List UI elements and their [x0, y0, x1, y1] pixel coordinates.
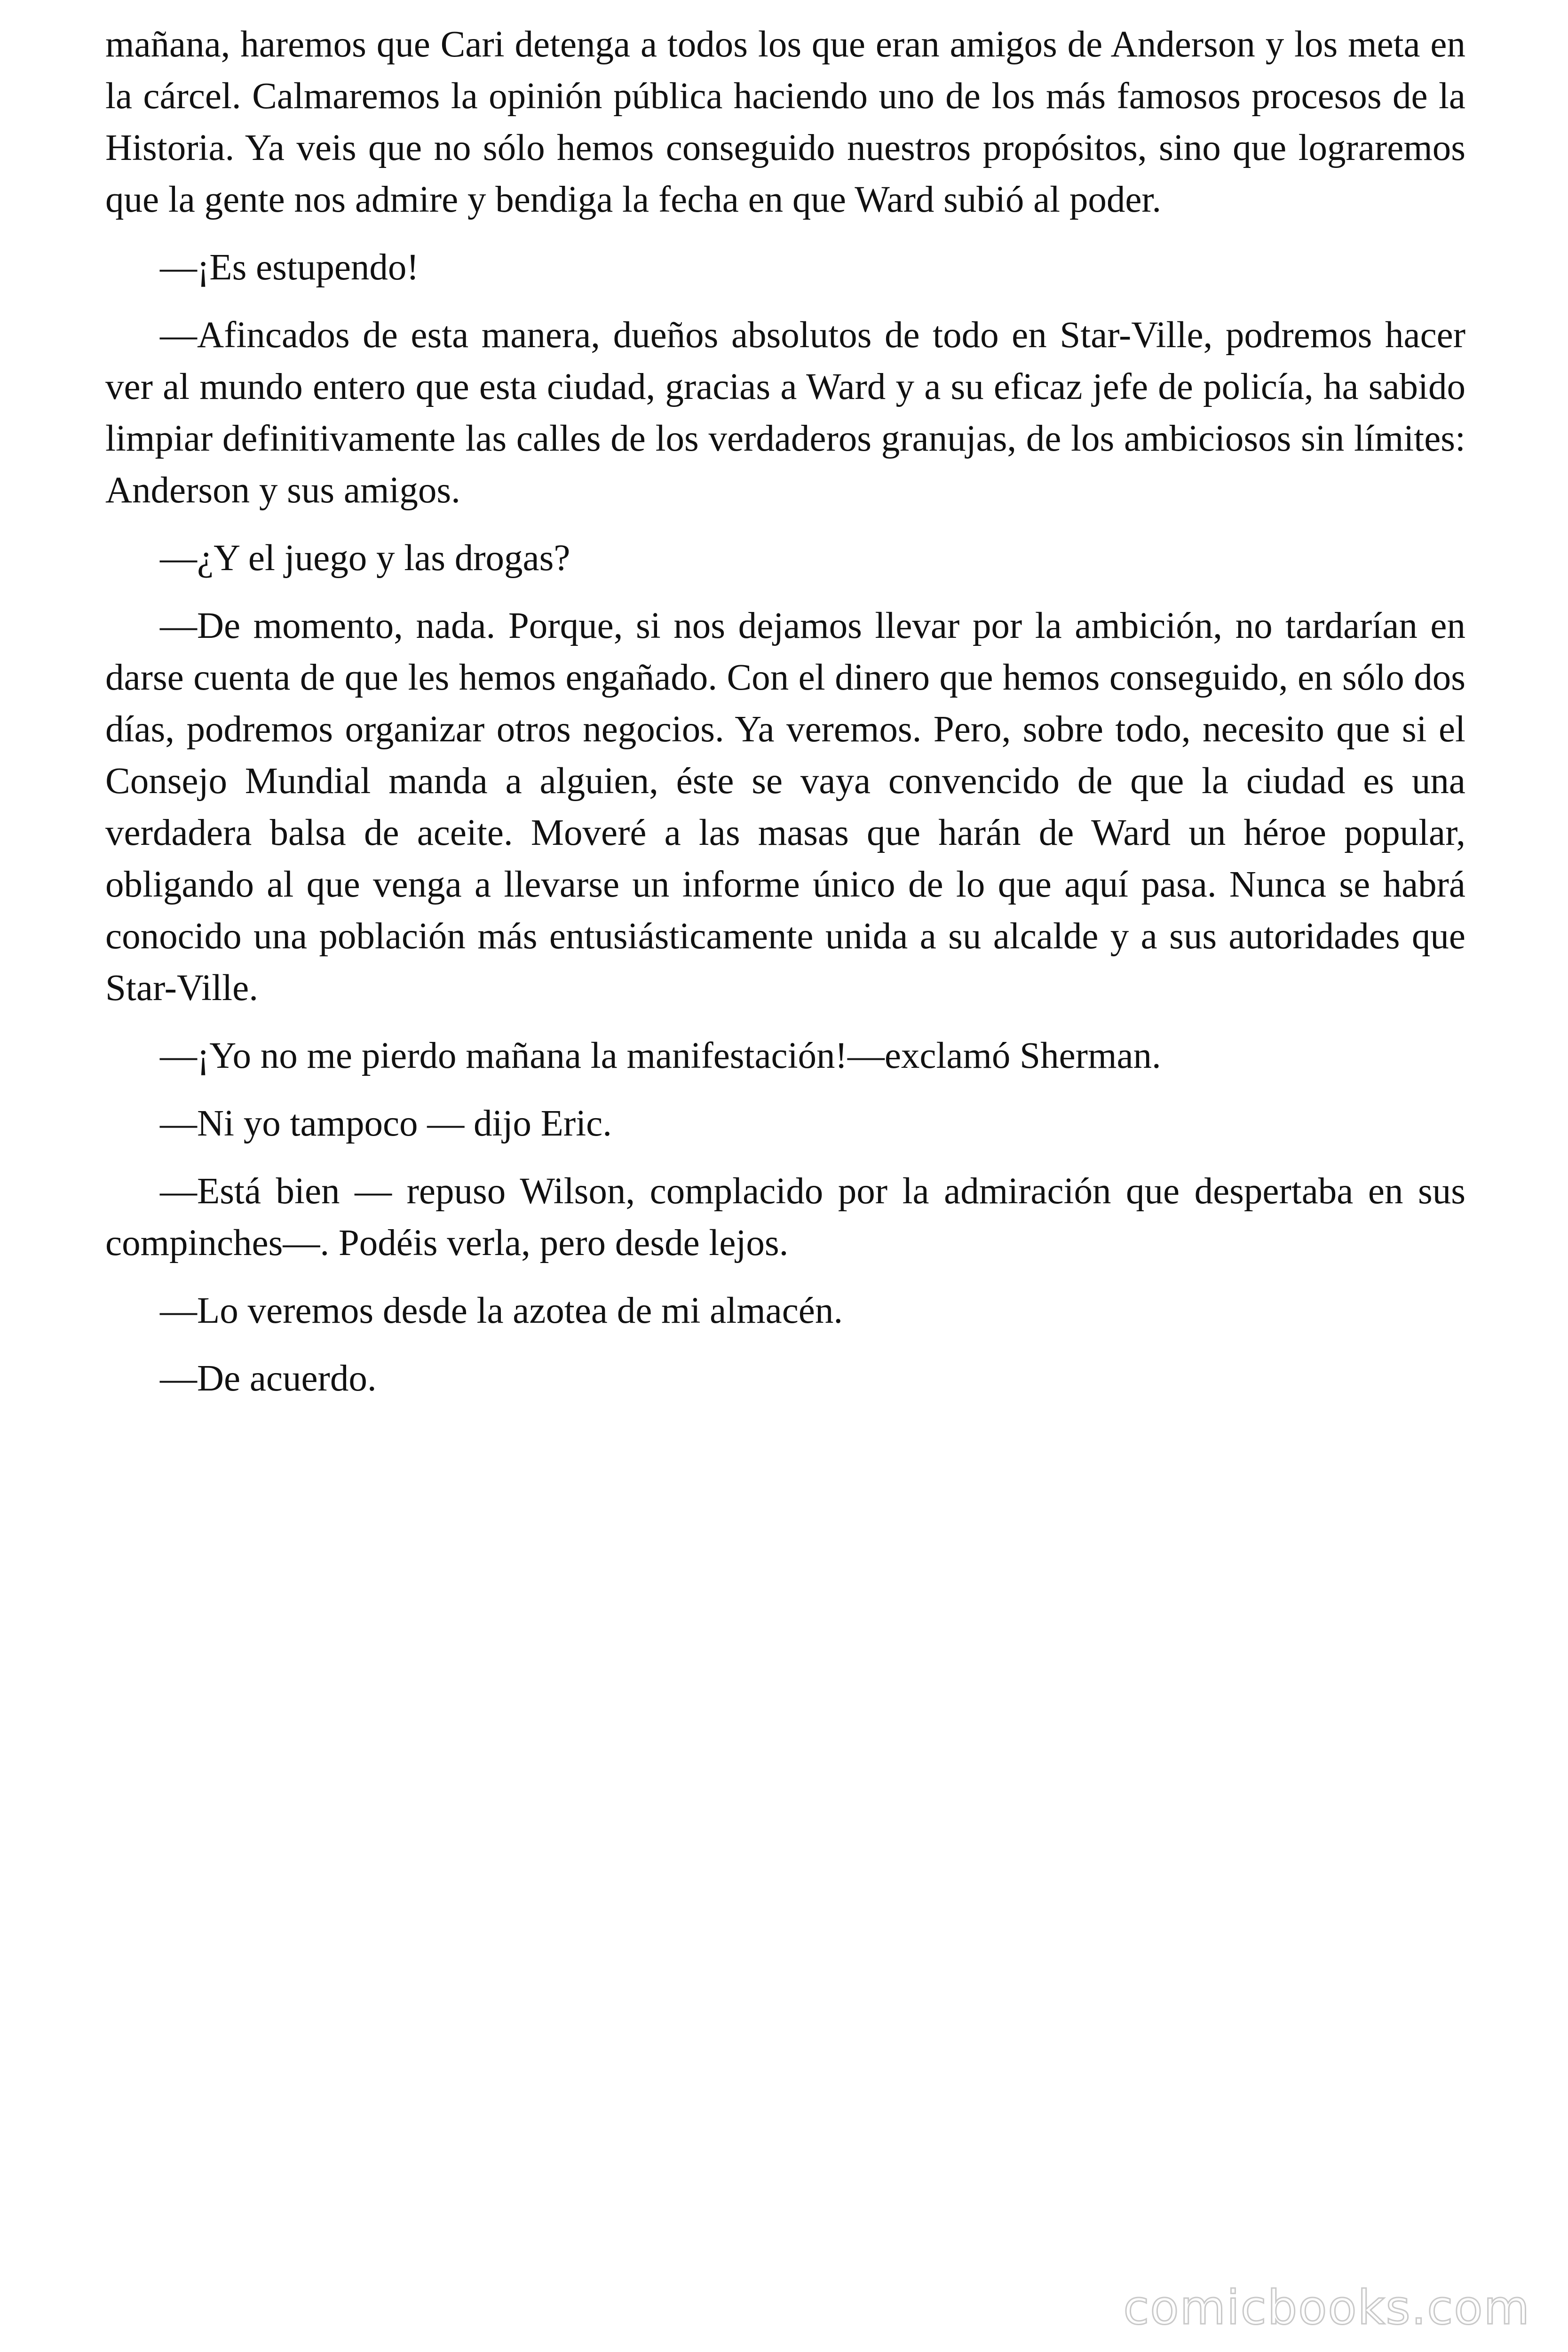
paragraph: —¡Yo no me pierdo mañana la manifestación!—exclamó Sherman. [160, 1035, 1161, 1076]
paragraph: —De acuerdo. [160, 1358, 377, 1399]
paragraph: —¡Es estupendo! [160, 247, 419, 288]
paragraph: —Está bien — repuso Wilson, complacido por la admiración que despertaba en sus compinches—. Podéis verla, pero desde lejos. [105, 1171, 1465, 1263]
paragraph: —Lo veremos desde la azotea de mi almacén. [160, 1290, 843, 1331]
paragraph: —¿Y el juego y las drogas? [160, 538, 570, 579]
paragraph: —De momento, nada. Porque, si nos dejamos llevar por la ambición, no tardarían en darse cuenta de que les hemos engañado. Con el dinero que hemos conseguido, en sólo dos días, podremos organizar otros negocios. Ya veremos. Pero, sobre todo, necesito que si el Consejo Mundial manda a alguien, éste se vaya convencido de que la ciudad es una verdadera balsa de aceite. Moveré a las masas que harán de Ward un héroe popular, obligando al que venga a llevarse un informe único de lo que aquí pasa. Nunca se habrá conocido una población más entusiásticamente unida a su alcalde y a sus autoridades que Star-Ville. [105, 605, 1465, 1009]
page-body [105, 19, 1465, 1421]
paragraph: —Afincados de esta manera, dueños absolutos de todo en Star-Ville, podremos hacer ver al mundo entero que esta ciudad, gracias a Ward y a su eficaz jefe de policía, ha sabido limpiar definitivamente las calles de los verdaderos granujas, de los ambiciosos sin límites: Anderson y sus amigos. [105, 315, 1465, 511]
paragraph: —Ni yo tampoco — dijo Eric. [160, 1103, 612, 1144]
paragraph: mañana, haremos que Cari detenga a todos los que eran amigos de Anderson y los meta en la cárcel. Calmaremos la opinión pública haciendo uno de los más famosos procesos de la Historia. Ya veis que no sólo hemos conseguido nuestros propósitos, sino que lograremos que la gente nos admire y bendiga la fecha en que Ward subió al poder. [105, 24, 1465, 220]
watermark: comicbooks.com [1123, 2280, 1530, 2335]
